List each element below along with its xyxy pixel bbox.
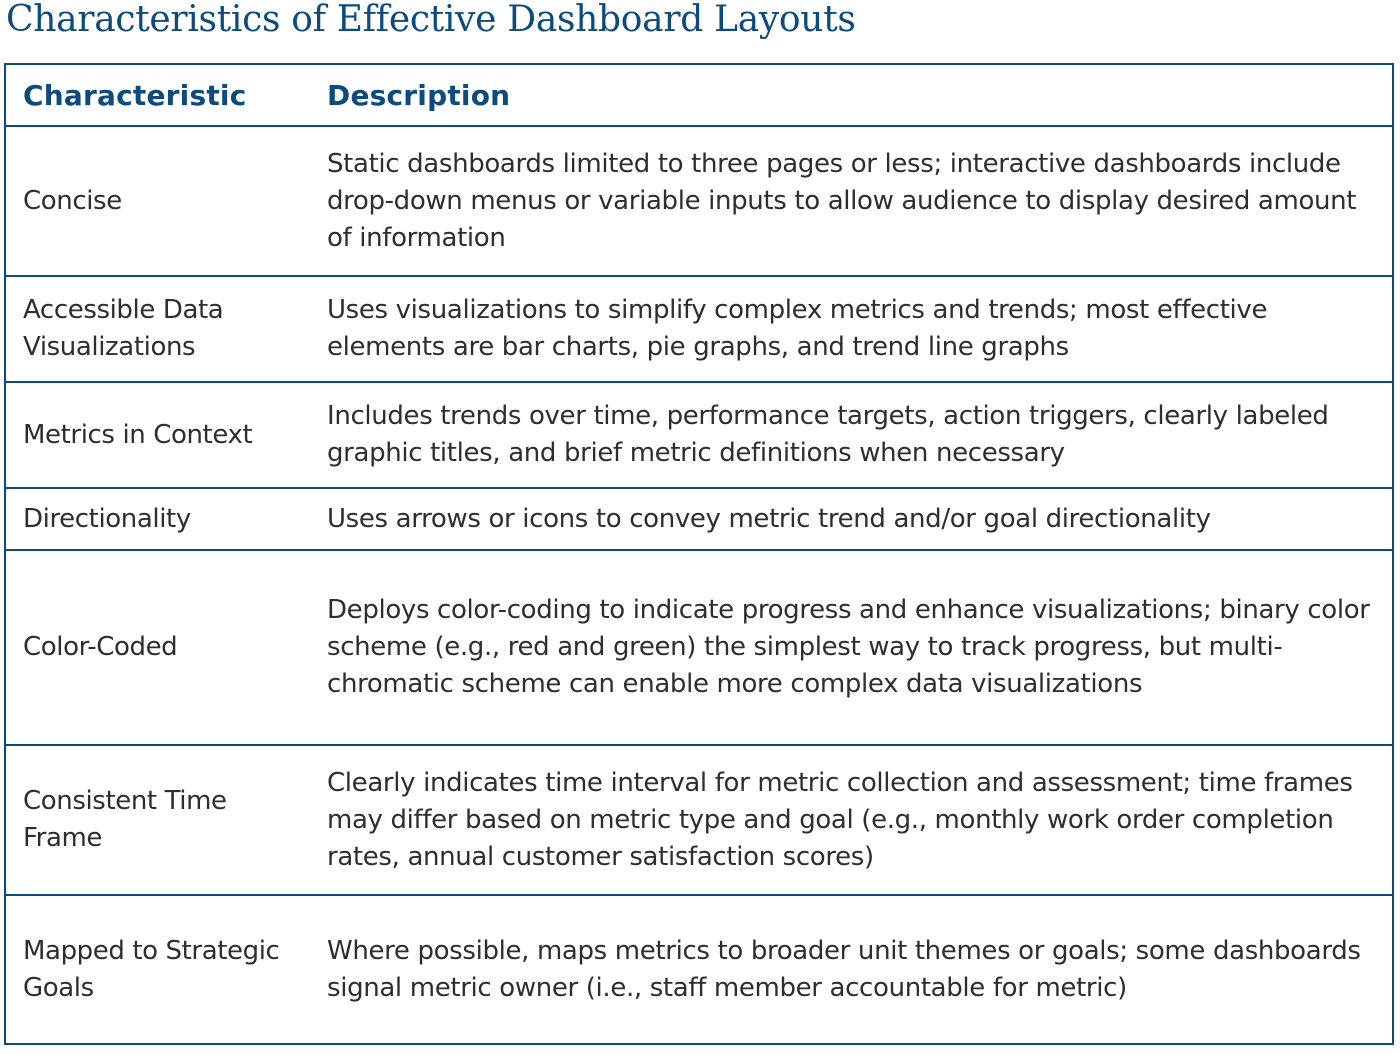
row-description: Uses arrows or icons to convey metric trend and/or goal directionality [327,503,1211,534]
row-characteristic: Accessible Data Visualizations [23,295,224,362]
row-characteristic: Consistent Time Frame [23,786,227,853]
row-characteristic: Directionality [23,503,191,534]
row-description: Deploys color-coding to indicate progress and enhance visualizations; binary color scheme (e.g., red and green) the simplest way to track progress, but multi-chromatic scheme can enable more complex data visualizations [327,595,1370,699]
table-row-directionality [6,489,1392,551]
row-description: Static dashboards limited to three pages or less; interactive dashboards include drop-down menus or variable inputs to allow audience to display desired amount of information [327,148,1357,253]
row-characteristic: Color-Coded [23,632,178,662]
table-row-metrics-in-context [6,383,1392,489]
row-description: Uses visualizations to simplify complex metrics and trends; most effective elements are bar charts, pie graphs, and trend line graphs [327,295,1268,362]
table-row-consistent-time-frame [6,746,1392,896]
table-row-accessible-data-visualizations [6,277,1392,383]
row-characteristic: Concise [23,185,122,216]
table-header-row [6,65,1392,127]
row-description: Includes trends over time, performance targets, action triggers, clearly labeled graphic titles, and brief metric definitions when necessary [327,401,1329,468]
row-description: Where possible, maps metrics to broader unit themes or goals; some dashboards signal metric owner (i.e., staff member accountable for metric) [327,935,1361,1003]
table-row-color-coded [6,551,1392,746]
header-description: Description [327,78,511,112]
page-title: Characteristics of Effective Dashboard Layouts [6,0,856,40]
table-row-mapped-to-strategic-goals [6,896,1392,1043]
row-characteristic: Metrics in Context [23,419,253,450]
table-row-concise [6,127,1392,277]
row-description: Clearly indicates time interval for metric collection and assessment; time frames may differ based on metric type and goal (e.g., monthly work order completion rates, annual customer satisfaction scores) [327,767,1353,872]
characteristics-table [4,63,1394,1045]
row-characteristic: Mapped to Strategic Goals [23,935,280,1003]
header-characteristic: Characteristic [23,78,247,112]
